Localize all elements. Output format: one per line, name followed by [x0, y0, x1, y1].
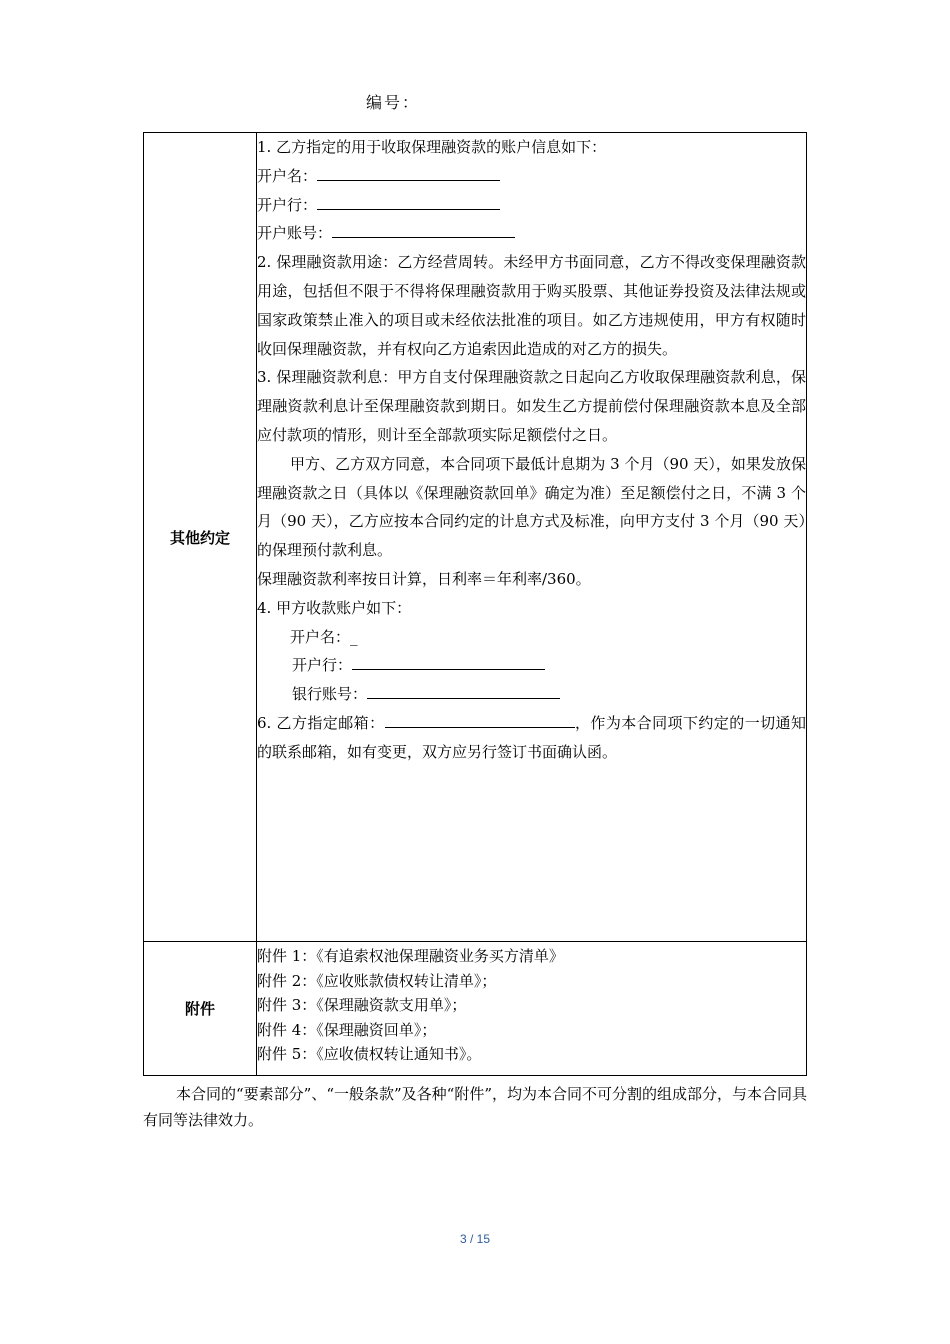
payee-account-no-blank[interactable] — [332, 219, 515, 238]
item4-bank-label: 开户行： — [292, 656, 353, 675]
item4-account-name: 开户名：_ — [290, 627, 358, 646]
attachments-list — [257, 942, 807, 1076]
attachment-item: 附件 3：《保理融资款支用单》； — [257, 996, 467, 1014]
item4-bank-row — [257, 651, 806, 680]
item3-minimum-period: 甲方、乙方双方同意，本合同项下最低计息期为 3 个月（90 天），如果发放保理融资款之日（具体以《保理融资款回单》确定为准）至足额偿付之日，不满 3 个月（90 天），乙方应按本合同约定的计息方式及标准，向甲方支付 3 个月（90 天）的保理预付款利息。 — [257, 454, 806, 560]
closing-paragraph: 本合同的“要素部分”、“一般条款”及各种“附件”，均为本合同不可分割的组成部分，与本合同具有同等法律效力。 — [143, 1085, 808, 1129]
payee-bank-label: 开户行： — [257, 195, 318, 214]
item6-prefix: 6. 乙方指定邮箱： — [257, 713, 385, 732]
item6-suffix: ，作为本合同项下约定的一切通知的联系邮箱，如有变更，双方应另行签订书面确认函。 — [257, 713, 806, 761]
item6-email — [257, 709, 806, 767]
payee-bank-row — [257, 191, 806, 220]
payee-bank-blank[interactable] — [317, 191, 500, 210]
item4-title: 4. 甲方收款账户如下： — [257, 598, 412, 617]
payee-account-no-label: 开户账号： — [257, 224, 333, 243]
item4-account-row — [257, 680, 806, 709]
attachment-item: 附件 4：《保理融资回单》； — [257, 1020, 437, 1039]
contract-terms-table — [143, 132, 807, 1076]
payee-account-name-label: 开户名： — [257, 166, 318, 185]
item2-usage: 2. 保理融资款用途：乙方经营周转。未经甲方书面同意，乙方不得改变保理融资款用途，包括但不限于不得将保理融资款用于购买股票、其他证券投资及法律法规或国家政策禁止准入的项目或未经依法批准的项目。如乙方违规使用，甲方有权随时收回保理融资款，并有权向乙方追索因此造成的对乙方的损失。 — [257, 253, 806, 358]
payee-account-no-row — [257, 219, 806, 248]
payee-account-name-blank[interactable] — [317, 162, 500, 181]
item4-bank-blank[interactable] — [352, 651, 545, 670]
other-terms-label: 其他约定 — [144, 133, 257, 942]
item4-account-label: 银行账号： — [292, 685, 368, 704]
attachment-item: 附件 5：《应收债权转让通知书》。 — [257, 1045, 482, 1063]
other-terms-content — [257, 133, 807, 942]
attachments-label: 附件 — [144, 942, 257, 1076]
item1-title: 1. 乙方指定的用于收取保理融资款的账户信息如下： — [257, 138, 607, 156]
attachment-item: 附件 1：《有追索权池保理融资业务买方清单》 — [257, 947, 564, 965]
page-number: 3 / 15 — [459, 1232, 491, 1246]
attachment-item: 附件 2：《应收账款债权转让清单》； — [257, 971, 497, 990]
payee-account-name-row — [257, 162, 806, 191]
item3-interest: 3. 保理融资款利息：甲方自支付保理融资款之日起向乙方收取保理融资款利息，保理融资款利息计至保理融资款到期日。如发生乙方提前偿付保理融资款本息及全部应付款项的情形，则计至全部款项实际足额偿付之日。 — [257, 368, 806, 444]
document-number-label: 编号： — [366, 93, 421, 112]
item3-rate: 保理融资款利率按日计算，日利率＝年利率/360。 — [257, 569, 591, 588]
item4-account-blank[interactable] — [367, 680, 560, 699]
email-blank[interactable] — [385, 709, 575, 728]
